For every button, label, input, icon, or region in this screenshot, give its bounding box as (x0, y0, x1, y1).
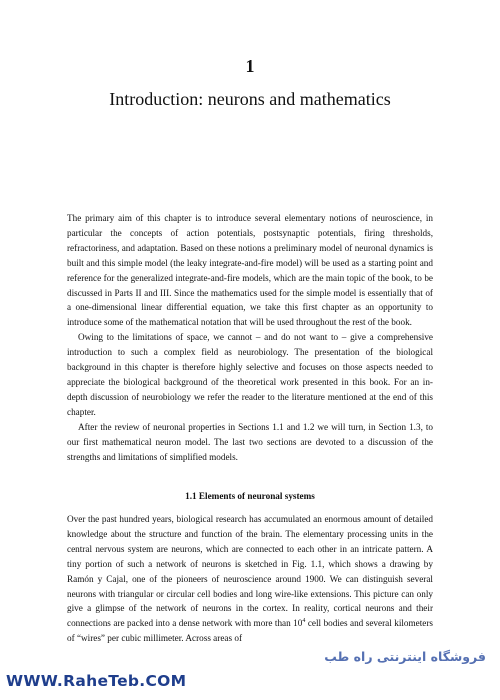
section-text-part: cell bodies and several kilometers of “wires” per cubic millimeter. Across areas of (67, 618, 434, 644)
watermark-persian: فروشگاه اینترنتی راه طب (324, 649, 486, 664)
chapter-number: 1 (245, 56, 255, 76)
intro-paragraph: Owing to the limitations of space, we cannot – and do not want to – give a comprehensive introduction to such a complex field as neurobiology. The presentation of the biological background in this chapter is therefore highly selective and focuses on those aspects needed to appreciate the biological background of the theoretical work presented in this book. For an in-depth discussion of neurobiology we refer the reader to the literature mentioned at the end of this chapter. (67, 332, 433, 417)
exponent: 4 (302, 618, 306, 625)
section-text-part: Over the past hundred years, biological research has accumulated an enormous amount of detailed knowledge about the structure and function of the brain. The elementary processing units in the central nervous system are neurons, which are connected to each other in an intricate pattern. A tiny portion of such a network of neurons is sketched in Fig. 1.1, which shows a drawing by Ramón y Cajal, one of the pioneers of neuroscience around 1900. We can distinguish several neurons with triangular or circular cell bodies and long wire-like extensions. This picture can only give a glimpse of the network of neurons in the cortex. In reality, cortical neurons and their connections are packed into a dense network with more than 10 (67, 514, 433, 629)
watermark-url: WWW.RaheTeb.COM (6, 672, 187, 690)
section-body (67, 512, 433, 646)
intro-paragraph: After the review of neuronal properties in Sections 1.1 and 1.2 we will turn, in Section 1.3, to our first mathematical neuron model. The last two sections are devoted to a discussion of the strengths and limitations of simplified models. (67, 421, 433, 462)
section-heading: 1.1 Elements of neuronal systems (185, 491, 315, 501)
section-paragraph (67, 512, 433, 646)
intro-paragraph: The primary aim of this chapter is to introduce several elementary notions of neuroscience, in particular the concepts of action potentials, postsynaptic potentials, firing thresholds, refractoriness, and adaptation. Based on these notions a preliminary model of neuronal dynamics is built and this simple model (the leaky integrate-and-fire model) will be used as a starting point and reference for the generalized integrate-and-fire models, which are the main topic of the book, to be discussed in Parts II and III. Since the mathematics used for the simple model is essentially that of a one-dimensional linear differential equation, we take this first chapter as an opportunity to introduce some of the mathematical notation that will be used throughout the rest of the book. (67, 213, 433, 328)
chapter-introduction (67, 211, 433, 464)
chapter-title: Introduction: neurons and mathematics (109, 89, 391, 109)
